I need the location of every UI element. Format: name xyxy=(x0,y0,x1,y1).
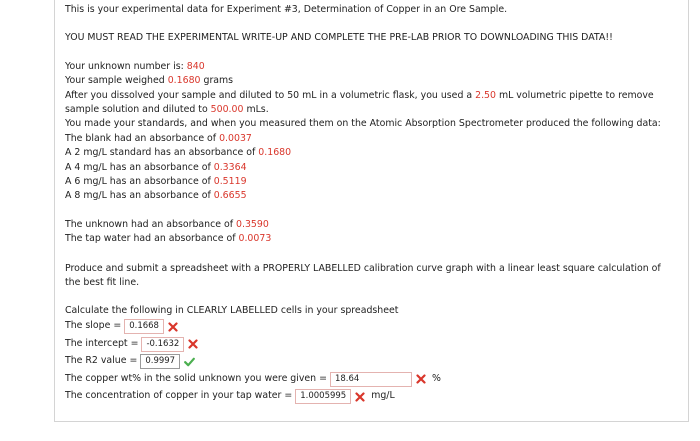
assignment-content xyxy=(65,3,677,405)
r2-row xyxy=(65,353,677,371)
copper-row xyxy=(65,370,677,388)
copper-input[interactable]: 18.64 xyxy=(330,372,412,387)
tap-label: The concentration of copper in your tap water = xyxy=(65,390,293,402)
standards-intro: You made your standards, and when you measured them on the Atomic Absorption Spectrometer produced the following data: xyxy=(65,118,661,130)
intercept-input[interactable]: -0.1632 xyxy=(141,337,184,352)
intro-text: This is your experimental data for Experiment #3, Determination of Copper in an Ore Sample. xyxy=(65,4,508,15)
copper-label: The copper wt% in the solid unknown you were given = xyxy=(65,372,327,384)
r2-input[interactable]: 0.9997 xyxy=(140,354,180,369)
slope-input[interactable]: 0.1668 xyxy=(124,319,164,334)
standard-line: A 8 mg/L has an absorbance of 0.6655 xyxy=(65,190,247,202)
calc-intro: Calculate the following in CLEARLY LABELLED cells in your spreadsheet xyxy=(65,304,399,316)
dilution-text: After you dissolved your sample and diluted to 50 mL in a volumetric flask, you used a 2.50 mL volumetric pipette to remove sample solution and diluted to 500.00 mLs. xyxy=(65,89,654,116)
instructions-text: Produce and submit a spreadsheet with a PROPERLY LABELLED calibration curve graph with a linear least square calculation of the best fit line. xyxy=(65,262,661,289)
standard-line: A 2 mg/L standard has an absorbance of 0.1680 xyxy=(65,147,292,159)
unknown-number-line: Your unknown number is: 840 xyxy=(65,60,205,72)
blank-absorbance-value: 0.0037 xyxy=(219,132,252,144)
x-icon xyxy=(188,339,198,349)
assignment-panel xyxy=(54,0,689,422)
tap-row xyxy=(65,388,677,406)
unknown-number-value: 840 xyxy=(186,60,205,72)
standard-absorbance-value: 0.1680 xyxy=(258,147,292,159)
final-volume-value: 500.00 xyxy=(210,104,244,116)
x-icon xyxy=(168,322,178,332)
slope-label: The slope = xyxy=(65,320,122,332)
pipette-volume-value: 2.50 xyxy=(475,89,496,101)
standard-line: A 4 mg/L has an absorbance of 0.3364 xyxy=(65,161,247,173)
copper-unit: % xyxy=(431,372,441,384)
sample-weight-value: 0.1680 xyxy=(167,75,201,87)
standard-absorbance-value: 0.6655 xyxy=(213,190,247,202)
x-icon xyxy=(416,374,426,384)
warning-text: YOU MUST READ THE EXPERIMENTAL WRITE-UP AND COMPLETE THE PRE-LAB PRIOR TO DOWNLOADING THIS DATA!! xyxy=(65,32,613,44)
standard-line: A 6 mg/L has an absorbance of 0.5119 xyxy=(65,176,247,188)
blank-line: The blank had an absorbance of 0.0037 xyxy=(65,132,252,144)
tap-absorbance-line: The tap water had an absorbance of 0.0073 xyxy=(65,233,272,245)
unknown-absorbance-line: The unknown had an absorbance of 0.3590 xyxy=(65,218,269,230)
check-icon xyxy=(184,357,194,367)
tap-input[interactable]: 1.0005995 xyxy=(295,389,351,404)
x-icon xyxy=(355,392,365,402)
slope-row xyxy=(65,318,677,336)
intercept-label: The intercept = xyxy=(65,337,139,349)
standard-absorbance-value: 0.3364 xyxy=(213,161,247,173)
standard-absorbance-value: 0.5119 xyxy=(213,176,247,188)
sample-weight-line: Your sample weighed 0.1680 grams xyxy=(65,75,234,87)
r2-label: The R2 value = xyxy=(65,355,138,367)
intercept-row xyxy=(65,335,677,353)
tap-absorbance-value: 0.0073 xyxy=(238,233,272,245)
unknown-absorbance-value: 0.3590 xyxy=(236,218,269,230)
tap-unit: mg/L xyxy=(371,390,395,402)
